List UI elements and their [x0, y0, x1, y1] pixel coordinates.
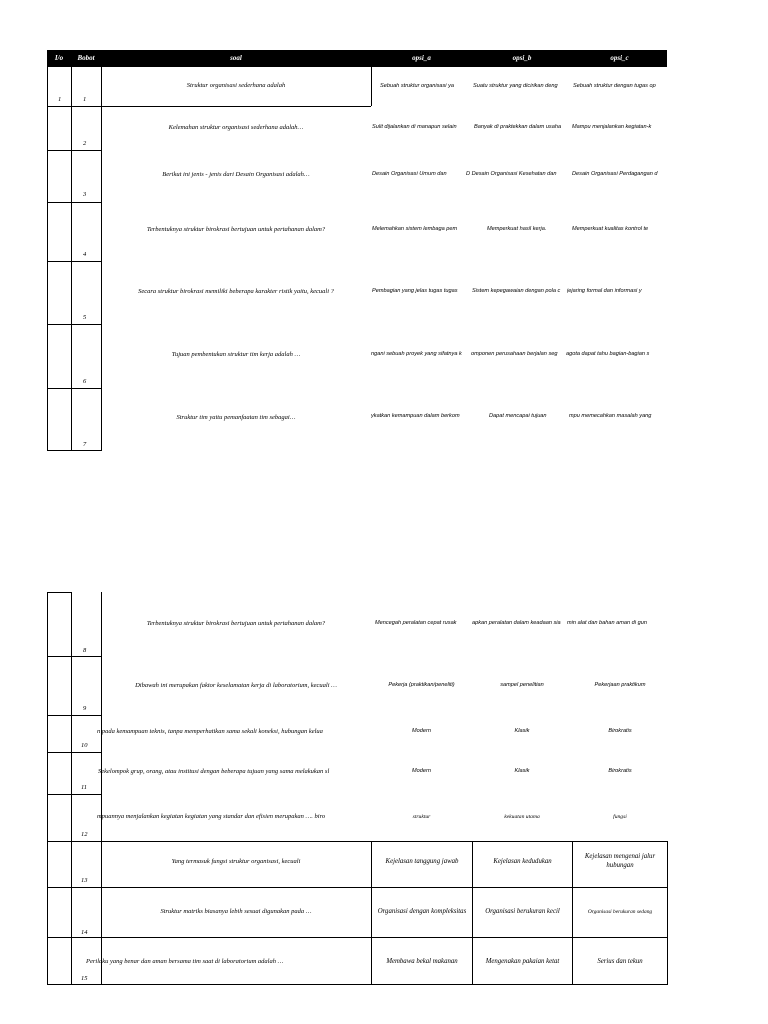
option-b: Mengenakan pakaian ketat	[485, 958, 560, 965]
option-b: Dapat mencapai tujuan	[489, 413, 547, 419]
row-bobot: 10	[81, 742, 88, 749]
option-a: Pembagian yang jelas tugas tugas	[372, 288, 458, 294]
header-no: I/o	[47, 50, 71, 67]
row-bobot: 15	[81, 975, 88, 982]
option-c-line-2: hubungan	[606, 862, 634, 869]
row-bobot: 1	[83, 96, 87, 103]
option-a: Membawa bekal makanan	[386, 958, 458, 965]
option-c: Memperkuat kualitas kontrol te	[572, 226, 649, 232]
option-c: agota dapat tahu bagian-bagian s	[566, 351, 650, 357]
header-soal: soal	[101, 50, 371, 67]
question-text: Tujuan pembentukan struktur tim kerja adalah …	[171, 351, 301, 358]
option-c: Organisasi berukuran sedang	[587, 909, 653, 915]
option-a: Sulit dijalankan di manapun selain	[372, 124, 457, 130]
option-a: Modern	[412, 768, 431, 774]
row-bobot: 5	[83, 314, 87, 321]
option-b: D Desain Organisasi Kesehatan dan	[466, 171, 557, 177]
question-text: Struktur tim yaitu pemanfaatan tim sebagai…	[176, 414, 296, 421]
option-b: sampel penelitian	[500, 682, 544, 688]
option-c: jejaring formal dan informasi y	[567, 288, 642, 294]
row-bobot: 11	[81, 784, 88, 791]
option-c: Desain Organisasi Perdagangan d	[572, 171, 658, 177]
option-a: ykatkan kemampuan dalam berkom	[371, 413, 460, 419]
question-text: Berikut ini jenis - jenis dari Desain Organisasi adalah…	[162, 171, 310, 178]
row-no: 1	[58, 96, 62, 103]
option-a: Melemahkan sistem lembaga pem	[372, 226, 458, 232]
option-a: Pekerja (praktikan/peneliti)	[388, 682, 455, 688]
row-bobot: 4	[83, 251, 87, 258]
option-b: Memperkuat hasil kerja.	[487, 226, 547, 232]
option-c-line-1: Kejelasan mengenai jalur	[584, 853, 656, 860]
question-text: Secara struktur birokrasi memiliki beberapa karakter ristik yaitu, kecuali ?	[138, 288, 334, 295]
option-c: Pekerjaan praktikum	[594, 682, 646, 688]
row-bobot: 14	[81, 929, 88, 936]
option-b: kekuatan utama	[504, 814, 540, 820]
question-text: n pada kemampuan teknis, tanpa memperhatikan sama sekali koneksi, hubungan kelua	[97, 728, 323, 735]
option-a: Kejelasan tanggung jawab	[385, 858, 459, 865]
option-b: Organisasi berukuran kecil	[485, 908, 560, 915]
option-b: apkan peralatan dalam keadaan sia	[472, 620, 561, 626]
question-text: Struktur matriks biasanya lebih sesuai digunakan pada …	[160, 908, 312, 915]
option-b: Kejelasan kedudukan	[493, 858, 552, 865]
option-b: Banyak di praktekkan dalam usaha	[474, 124, 562, 130]
option-b: Klasik	[514, 728, 530, 734]
option-b: omponen perusahaan berjalan seg	[471, 351, 558, 357]
option-c: min alat dan bahan aman di gun	[567, 620, 647, 626]
option-b: Klasik	[514, 768, 530, 774]
question-text: Dibawah ini merupakan faktor keselamatan kerja di laboratorium, kecuali …	[135, 682, 337, 689]
option-b: Sistem kepegawaian dengan pola c	[472, 288, 561, 294]
option-a: Desain Organisasi Umum dan	[372, 171, 447, 177]
question-text: mpuannya menjalankan kegiatan kegiatan yang standar dan efisien merupakan …. biro	[97, 813, 326, 820]
option-c: Serius dan tekun	[597, 958, 643, 965]
option-c: Sebuah struktur dengan tugas op	[573, 83, 656, 89]
option-c: fungsi	[613, 814, 627, 820]
question-text: Terbentuknya struktur birokrasi bertujuan untuk pertahanan dalam?	[146, 620, 326, 627]
option-a: Modern	[412, 728, 431, 734]
option-c: Mampu menjalankan kegiatan-k	[572, 124, 652, 130]
row-bobot: 13	[81, 877, 88, 884]
row-bobot: 3	[83, 191, 87, 198]
question-text: Yang termasuk fungsi struktur organisasi, kecuali	[171, 858, 301, 865]
question-text: Struktur organisasi sederhana adalah	[186, 82, 286, 89]
option-a: Sebuah struktur organisasi ya	[380, 83, 455, 89]
header-opsi-c: opsi_c	[572, 50, 667, 67]
option-b: Suatu struktur yang dicirikan deng	[473, 83, 558, 89]
question-text: Terbentuknya struktur birokrasi bertujuan untuk pertahanan dalam?	[146, 226, 326, 233]
option-c: mpu memecahkan masalah yang	[569, 413, 652, 419]
header-opsi-b: opsi_b	[472, 50, 572, 67]
option-a: Mencegah peralatan cepat rusak	[375, 620, 457, 626]
option-c: Birokratis	[608, 768, 632, 774]
option-a: struktur	[412, 814, 431, 820]
header-bobot: Bobot	[71, 50, 101, 67]
row-bobot: 8	[83, 647, 87, 654]
question-text: Perilaku yang benar dan aman bersama tim saat di laboratorium adalah …	[86, 958, 284, 965]
question-text: Sekelompok grup, orang, atau institusi dengan beberapa tujuan yang sama melakukan sl	[98, 768, 330, 775]
option-a: Organisasi dengan kompleksitas	[377, 908, 467, 915]
row-bobot: 9	[83, 705, 87, 712]
row-bobot: 2	[83, 140, 87, 147]
question-text: Kelemahan struktur organisasi sederhana adalah…	[168, 124, 304, 131]
option-a: ngani sebuah proyek yang sifatnya k	[371, 351, 462, 357]
option-c: Birokratis	[608, 728, 632, 734]
header-opsi-a: opsi_a	[371, 50, 472, 67]
row-bobot: 7	[83, 441, 87, 448]
row-bobot: 12	[81, 831, 88, 838]
row-bobot: 6	[83, 378, 87, 385]
